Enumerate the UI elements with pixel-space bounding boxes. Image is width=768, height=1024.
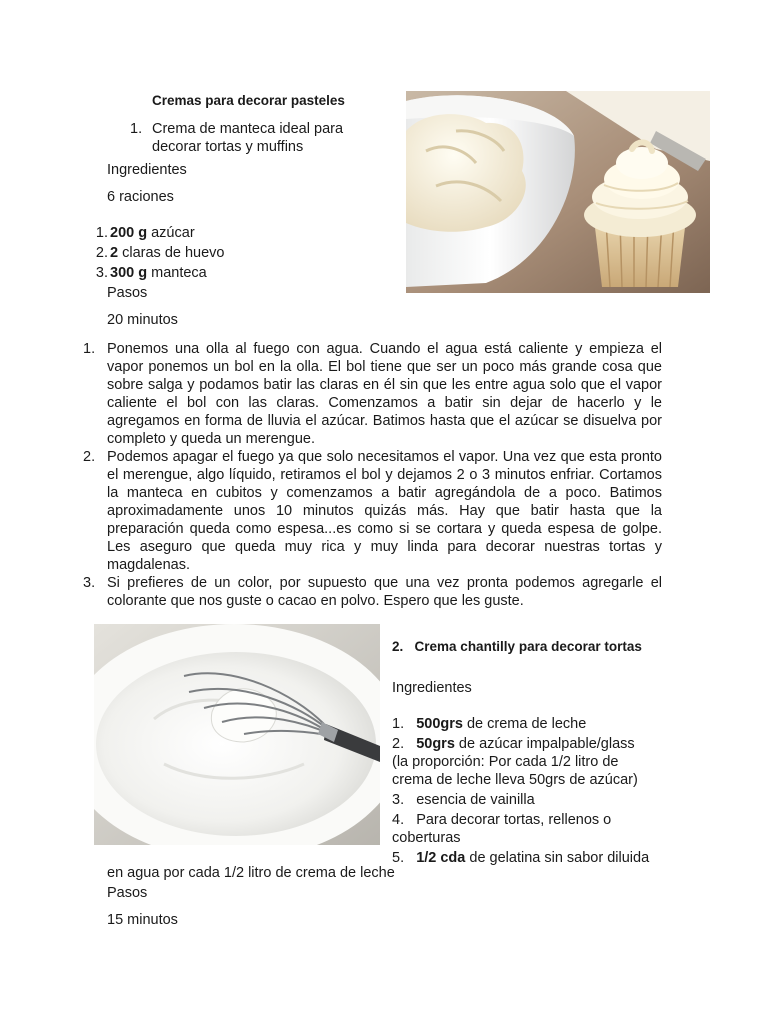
list-item-number: 1. [392, 716, 405, 732]
ingredient-name: de azúcar impalpable/glass [454, 736, 635, 752]
list-item [392, 791, 667, 811]
list-item-number: 3. [95, 265, 108, 281]
steps-list [83, 340, 662, 610]
list-item [392, 811, 632, 849]
list-item [83, 340, 662, 448]
ingredient-quantity: 50grs [416, 736, 455, 752]
ingredient-name: de crema de leche [462, 716, 587, 732]
recipe-title: Cremas para decorar pasteles [152, 93, 345, 108]
ingredients-label: Ingredientes [392, 680, 472, 696]
list-item [88, 244, 348, 264]
ingredients-label: Ingredientes [107, 162, 187, 178]
whipped-cream-whisk-photo [94, 624, 380, 845]
step-number: 3. [83, 575, 96, 591]
step-text: Si prefieres de un color, por supuesto que una vez pronta podemos agregarle el colorante que nos guste o cacao en polvo. Espero que les guste. [107, 575, 662, 609]
list-item [83, 574, 662, 610]
buttercream-cupcake-photo [406, 91, 710, 293]
time-label: 15 minutos [107, 912, 178, 928]
recipe-title-number: 2. [392, 639, 404, 654]
step-text: Ponemos una olla al fuego con agua. Cuando el agua está caliente y empieza el vapor ponemos un bol en la olla. El bol tiene que ser un poco más grande cosa que sobre salga y podamos batir las claras en él sin que les entre agua solo que el vapor caliente el bol con las claras. Comenzamos a batir sin dejar de hacerlo y le agregamos en forma de lluvia el azúcar. Batimos hasta que el azúcar se disuelva por completo y queda un merengue. [107, 341, 662, 447]
ingredient-name: claras de huevo [118, 245, 225, 261]
list-item [392, 715, 667, 735]
list-item-number: 2. [95, 245, 108, 261]
ingredient-quantity: 2 [110, 245, 119, 261]
list-item-number: 4. [392, 812, 405, 828]
ingredient-name: azúcar [147, 225, 195, 241]
ingredient-continuation: en agua por cada 1/2 litro de crema de leche [107, 865, 395, 881]
ingredient-quantity: 300 g [110, 265, 148, 281]
time-label: 20 minutos [107, 312, 178, 328]
ingredient-name: manteca [147, 265, 207, 281]
ingredient-note: (la proporción: Por cada 1/2 litro de crema de leche lleva 50grs de azúcar) [392, 754, 638, 788]
step-number: 2. [83, 449, 96, 465]
list-item-number: 3. [392, 792, 405, 808]
ingredient-quantity: 1/2 cda [416, 850, 466, 866]
recipe-title-text: Crema chantilly para decorar tortas [414, 639, 642, 654]
recipe-subtitle: Crema de manteca ideal para decorar tortas y muffins [152, 121, 344, 155]
list-item-number: 5. [392, 850, 405, 866]
steps-label: Pasos [107, 885, 148, 901]
list-item [392, 735, 667, 753]
list-item-note [392, 753, 654, 791]
list-item [392, 849, 667, 867]
ingredient-name: esencia de vainilla [416, 792, 535, 808]
ingredient-name: de gelatina sin sabor diluida [465, 850, 650, 866]
ingredients-list [392, 715, 667, 867]
list-item-number: 2. [392, 736, 405, 752]
ingredient-name: Para decorar tortas, rellenos o coberturas [392, 812, 612, 846]
ingredient-quantity: 500grs [416, 716, 463, 732]
recipe-title [392, 638, 652, 656]
steps-label: Pasos [107, 285, 148, 301]
recipe-subtitle-number: 1. [130, 121, 143, 137]
list-item [88, 224, 348, 244]
ingredient-quantity: 200 g [110, 225, 148, 241]
step-text: Podemos apagar el fuego ya que solo necesitamos el vapor. Una vez que esta pronto el merengue, algo líquido, retiramos el bol y dejamos 2 o 3 minutos enfriar. Cortamos la manteca en cubitos y comenzamos a batir agregándola de a poco. Batimos aproximadamente unos 10 minutos quizás más. Hay que batir hasta que la preparación queda como espesa...es como si se cortara y queda espesa de golpe. Les aseguro que queda muy rica y muy linda para decorar nuestras tortas y magdalenas. [107, 449, 662, 573]
list-item [83, 448, 662, 574]
ingredients-list [88, 224, 348, 284]
list-item-number: 1. [95, 225, 108, 241]
step-number: 1. [83, 341, 96, 357]
servings: 6 raciones [107, 189, 174, 205]
list-item [88, 264, 348, 284]
